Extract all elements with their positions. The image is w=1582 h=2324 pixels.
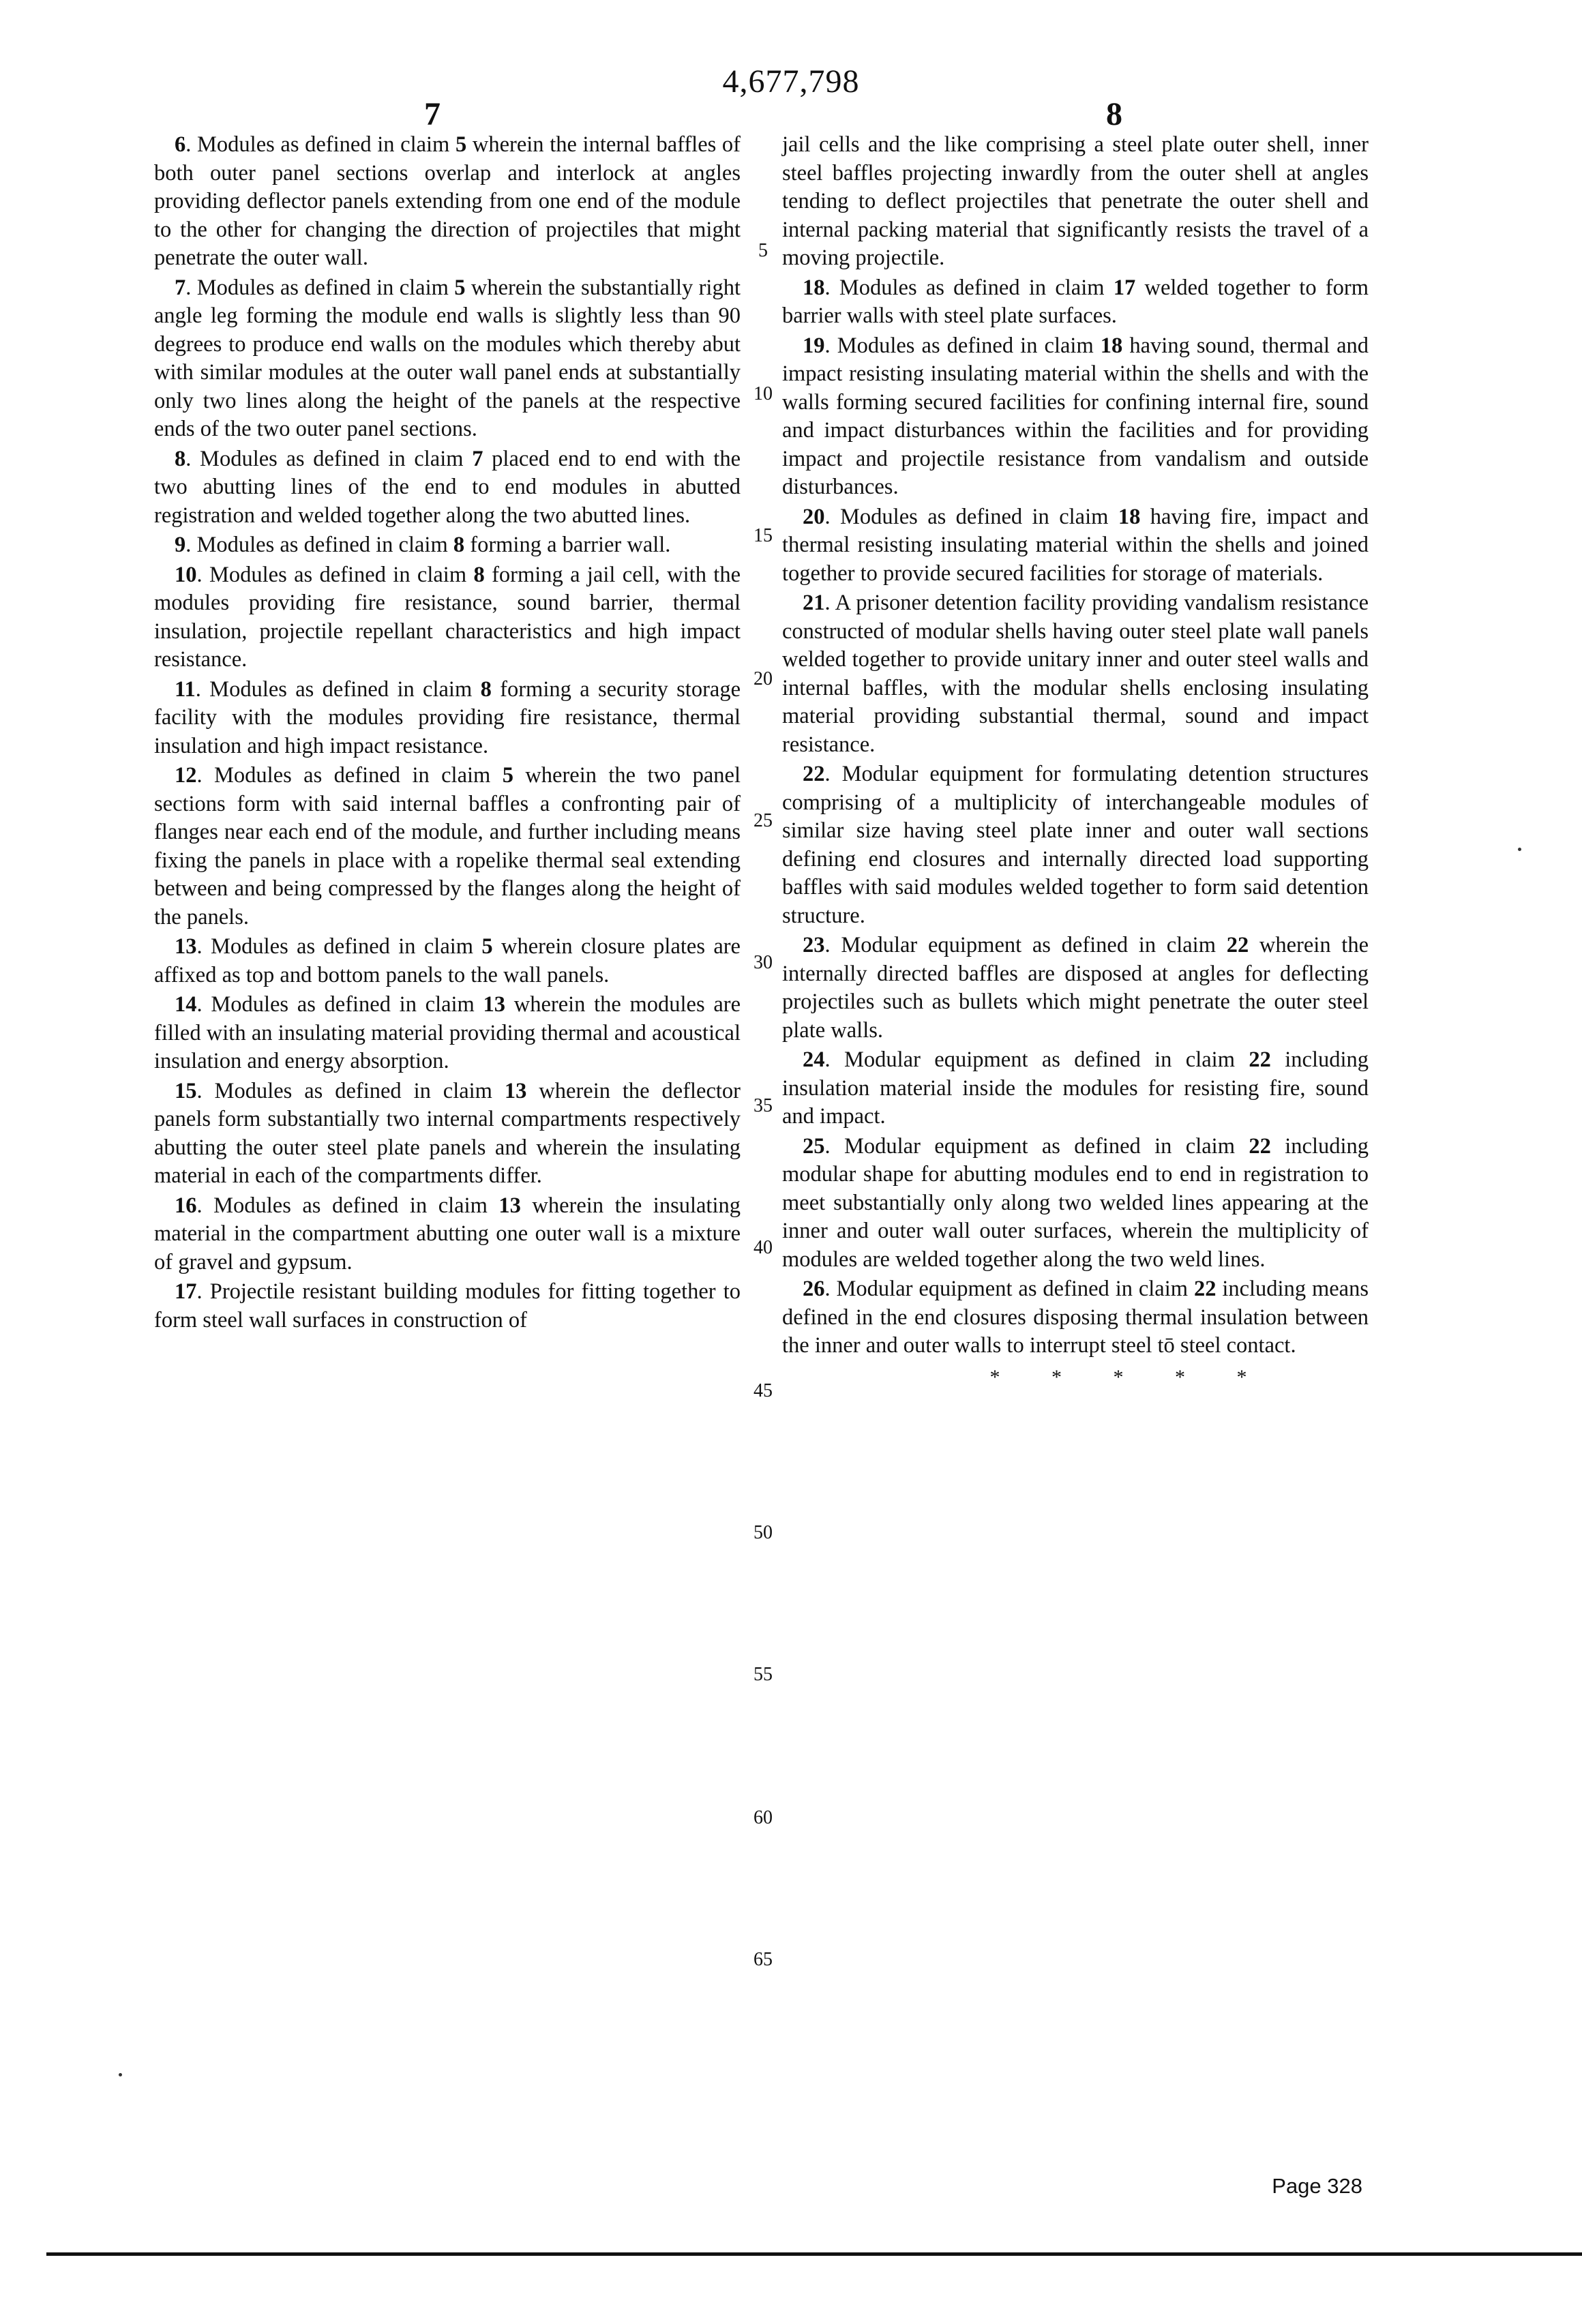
claim-text: placed end to end with the two abutting lines of the end to end modules in abutted registration and welded together along the two abutted lines. — [154, 446, 741, 528]
scan-speck — [119, 2073, 122, 2076]
claim-paragraph — [154, 1278, 741, 1335]
scan-speck — [1518, 848, 1521, 851]
claim-number: 20 — [803, 504, 825, 529]
line-number: 30 — [753, 952, 773, 973]
claim-paragraph — [154, 561, 741, 674]
claim-number: 17 — [175, 1279, 197, 1304]
claim-number: 25 — [803, 1133, 825, 1159]
claim-paragraph — [154, 531, 741, 560]
claim-text: . Modules as defined in claim — [196, 1078, 505, 1103]
left-column-number: 7 — [424, 96, 441, 132]
line-number: 40 — [753, 1237, 773, 1258]
claim-text: . Modules as defined in claim — [196, 1193, 499, 1218]
claim-number: 7 — [175, 275, 186, 300]
claim-paragraph — [782, 1046, 1369, 1131]
claim-paragraph — [154, 1192, 741, 1277]
right-column-number: 8 — [1106, 96, 1122, 132]
claim-text: wherein the internally directed baffles are disposed at angles for deflecting projectiles such as bullets which might penetrate the outer steel plate walls. — [782, 933, 1369, 1043]
claim-text: . Modules as defined in claim — [196, 992, 483, 1017]
claim-reference: 17 — [1113, 275, 1136, 300]
claim-text: . Modules as defined in claim — [185, 533, 453, 557]
claim-paragraph — [782, 589, 1369, 759]
claim-paragraph — [154, 1077, 741, 1191]
claim-text: having fire, impact and thermal resisting insulating material within the shells and joined together to provide secured facilities for storage of materials. — [782, 504, 1369, 586]
claim-text: . Modules as defined in claim — [195, 676, 481, 702]
claim-number: 15 — [175, 1078, 197, 1103]
line-number: 10 — [753, 383, 773, 404]
claim-reference: 13 — [504, 1078, 527, 1103]
claim-paragraph — [154, 676, 741, 761]
claim-text: wherein closure plates are affixed as top and bottom panels to the wall panels. — [154, 934, 741, 987]
claim-paragraph — [782, 760, 1369, 930]
claim-text: . Modules as defined in claim — [824, 275, 1114, 300]
line-number: 25 — [753, 810, 773, 831]
claim-text: wherein the two panel sections form with said internal baffles a confronting pair of flanges near each end of the module, and further including means fixing the panels in place with a ropelike thermal seal extending between and being compressed by the flanges along the height of the panels. — [154, 763, 741, 929]
line-number: 50 — [753, 1522, 773, 1543]
claim-reference: 22 — [1249, 1133, 1271, 1159]
claim-text: . Modules as defined in claim — [824, 333, 1101, 358]
claim-number: 18 — [803, 275, 825, 300]
line-number: 65 — [753, 1949, 773, 1970]
claim-number: 12 — [175, 763, 197, 788]
claim-text: . Modules as defined in claim — [185, 275, 455, 300]
claim-text: including insulation material inside the modules for resisting fire, sound and impact. — [782, 1047, 1369, 1129]
claim-text: having sound, thermal and impact resisting insulating material within the shells and with the walls forming secured facilities for confining internal fire, sound and impact disturbances within the facilities and for providing impact and projectile resistance from vandalism and outside disturbances. — [782, 333, 1369, 499]
claim-number: 14 — [175, 992, 197, 1017]
claim-text: . Modules as defined in claim — [185, 446, 473, 471]
page-label: Page 328 — [1272, 2174, 1362, 2198]
end-of-claims-marks: * * * * * — [989, 1365, 1270, 1388]
claim-text: . Modular equipment as defined in claim — [824, 1133, 1249, 1159]
claim-text: wherein the substantially right angle leg forming the module end walls is slightly less than 90 degrees to produce end walls on the modules which thereby abut with similar modules at the outer wall panel ends at substantially only two lines along the height of the panels at the respective ends of the two outer panel sections. — [154, 275, 741, 441]
claim-text: . Modules as defined in claim — [185, 132, 456, 157]
claim-text: forming a barrier wall. — [464, 533, 671, 557]
claim-text: welded together to form barrier walls with steel plate surfaces. — [782, 275, 1369, 328]
claim-number: 13 — [175, 934, 197, 959]
claim-reference: 5 — [455, 132, 467, 157]
claim-text: including modular shape for abutting modules end to end in registration to meet substantially only along two welded lines appearing at the inner and outer wall outer surfaces, wherein the multiplicity of modules are welded together along the two weld lines. — [782, 1133, 1369, 1272]
claim-text: . Modules as defined in claim — [196, 562, 474, 587]
line-number: 20 — [753, 668, 773, 689]
line-number: 35 — [753, 1095, 773, 1116]
claim-reference: 13 — [483, 992, 506, 1017]
claim-number: 8 — [175, 446, 186, 471]
claim-text: including means defined in the end closures disposing thermal insulation between the inner and outer walls to interrupt steel tō steel contact. — [782, 1277, 1369, 1358]
claim-text: . Modules as defined in claim — [196, 763, 503, 788]
claim-reference: 5 — [454, 275, 466, 300]
claim-reference: 18 — [1100, 333, 1123, 358]
claim-text: wherein the deflector panels form substantially two internal compartments respectively abutting the outer steel plate panels and wherein the insulating material in each of the compartments differ. — [154, 1078, 741, 1188]
line-number: 45 — [753, 1380, 773, 1401]
bottom-rule — [46, 2252, 1582, 2256]
claim-paragraph — [782, 1275, 1369, 1360]
claim-paragraph — [782, 131, 1369, 273]
claim-paragraph — [154, 274, 741, 444]
claim-reference: 22 — [1249, 1047, 1271, 1072]
claim-text: . Projectile resistant building modules for fitting together to form steel wall surfaces in construction of — [154, 1279, 741, 1332]
claim-text: wherein the insulating material in the compartment abutting one outer wall is a mixture of gravel and gypsum. — [154, 1193, 741, 1275]
claim-paragraph — [782, 503, 1369, 589]
right-column — [782, 131, 1369, 1391]
claim-reference: 22 — [1193, 1277, 1217, 1301]
claim-text: . Modules as defined in claim — [824, 504, 1118, 529]
claim-number: 6 — [175, 132, 186, 157]
claim-text: . Modular equipment for formulating detention structures comprising of a multiplicity of interchangeable modules of similar size having steel plate inner and outer wall sections defining end closures and internally directed load supporting baffles with said modules welded together to form said detention structure. — [782, 762, 1369, 928]
claim-text: wherein the internal baffles of both outer panel sections overlap and interlock at angles providing deflector panels extending from one end of the module to the other for changing the direction of projectiles that might penetrate the outer wall. — [154, 132, 741, 270]
claim-reference: 13 — [498, 1193, 521, 1218]
claim-text: . A prisoner detention facility providing vandalism resistance constructed of modular shells having outer steel plate wall panels welded together to provide unitary inner and outer steel walls and internal baffles, with the modular shells enclosing insulating material providing substantial thermal, sound and impact resistance. — [782, 591, 1369, 757]
claim-number: 24 — [803, 1047, 825, 1072]
claim-paragraph — [782, 274, 1369, 331]
claim-reference: 22 — [1226, 933, 1249, 957]
claim-number: 21 — [803, 591, 825, 615]
claim-number: 22 — [803, 762, 825, 786]
claim-paragraph — [782, 332, 1369, 502]
left-column — [154, 131, 741, 1336]
claim-text: forming a security storage facility with the modules providing fire resistance, thermal insulation and high impact resistance. — [154, 676, 741, 758]
claim-number: 19 — [803, 333, 825, 358]
claim-text: forming a jail cell, with the modules providing fire resistance, sound barrier, thermal insulation, projectile repellant characteristics and high impact resistance. — [154, 562, 741, 672]
line-number: 55 — [753, 1664, 773, 1685]
claim-text: . Modular equipment as defined in claim — [824, 1277, 1194, 1301]
claim-number: 16 — [175, 1193, 197, 1218]
claim-reference: 5 — [502, 763, 513, 788]
claim-number: 10 — [175, 562, 197, 587]
claim-reference: 8 — [473, 562, 485, 587]
claim-reference: 8 — [480, 676, 492, 702]
claim-number: 23 — [803, 933, 825, 957]
claim-paragraph — [782, 932, 1369, 1045]
claim-paragraph — [782, 1133, 1369, 1275]
claim-text: . Modules as defined in claim — [196, 934, 482, 959]
line-number: 60 — [753, 1807, 773, 1828]
claim-text: . Modular equipment as defined in claim — [824, 933, 1227, 957]
claim-paragraph — [154, 131, 741, 273]
claim-paragraph — [154, 991, 741, 1076]
claim-number: 11 — [175, 676, 196, 702]
claim-text: wherein the modules are filled with an insulating material providing thermal and acoustical insulation and energy absorption. — [154, 992, 741, 1073]
claim-number: 26 — [803, 1277, 825, 1301]
claim-reference: 8 — [453, 533, 465, 557]
claim-reference: 7 — [472, 446, 483, 471]
claim-number: 9 — [175, 533, 186, 557]
claim-text: . Modular equipment as defined in claim — [824, 1047, 1249, 1072]
patent-number: 4,677,798 — [722, 63, 860, 100]
claim-paragraph — [154, 933, 741, 989]
line-number: 5 — [758, 240, 768, 261]
claim-reference: 5 — [481, 934, 493, 959]
claim-paragraph — [154, 762, 741, 932]
claim-paragraph — [154, 445, 741, 531]
line-number: 15 — [753, 525, 773, 546]
claim-reference: 18 — [1118, 504, 1141, 529]
claim-text: jail cells and the like comprising a steel plate outer shell, inner steel baffles projecting inwardly from the outer shell at angles tending to deflect projectiles that penetrate the outer shell and internal packing material that significantly resists the travel of a moving projectile. — [782, 132, 1369, 270]
